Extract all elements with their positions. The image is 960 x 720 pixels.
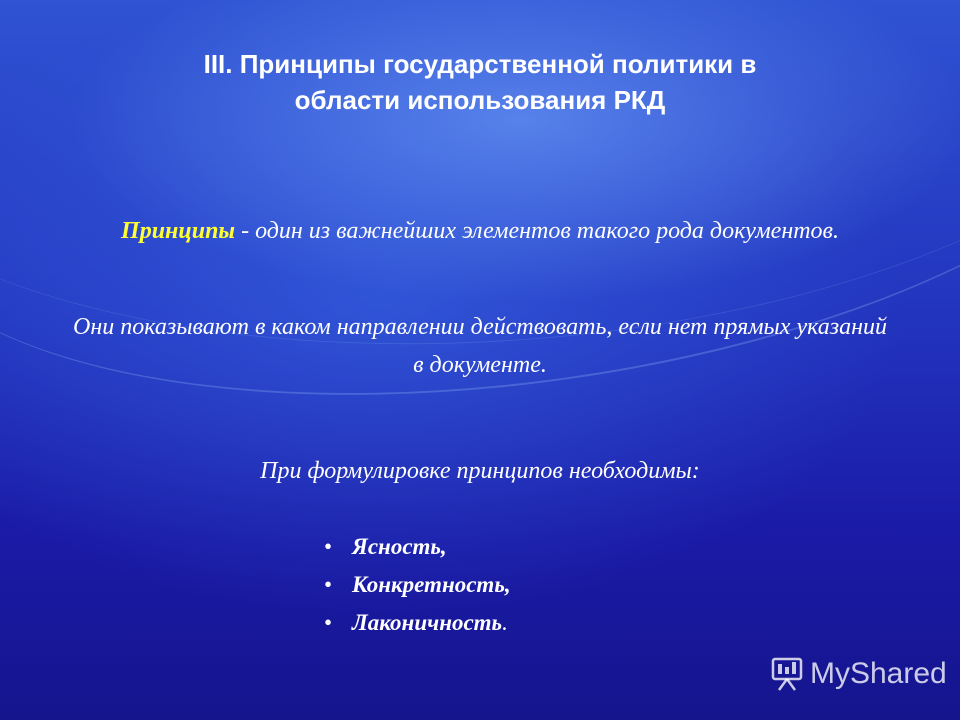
requirements-list: [324, 528, 511, 642]
list-item: [324, 566, 511, 604]
list-item-text: Ясность,: [352, 534, 447, 559]
watermark-text: MyShared: [810, 657, 947, 690]
list-item-text: Конкретность,: [352, 572, 511, 597]
list-item-punct: .: [502, 610, 508, 635]
list-item: [324, 528, 511, 566]
bullet-icon: •: [324, 534, 333, 559]
myshared-watermark: [770, 652, 947, 696]
paragraph-text: - один из важнейших элементов такого рода документов.: [235, 218, 839, 244]
bullet-icon: •: [324, 610, 333, 635]
highlight-term: Принципы: [121, 218, 236, 244]
paragraph-principles: [70, 212, 890, 250]
slide-title: III. Принципы государственной политики в области использования РКД: [203, 49, 757, 115]
list-item: [324, 604, 511, 642]
paragraph-requirements: При формулировке принципов необходимы:: [260, 458, 700, 484]
bullet-icon: •: [324, 572, 333, 597]
presentation-board-icon: [770, 656, 804, 692]
list-item-text: Лаконичность: [352, 610, 503, 635]
paragraph-direction: Они показывают в каком направлении действовать, если нет прямых указаний в документе.: [72, 314, 888, 378]
